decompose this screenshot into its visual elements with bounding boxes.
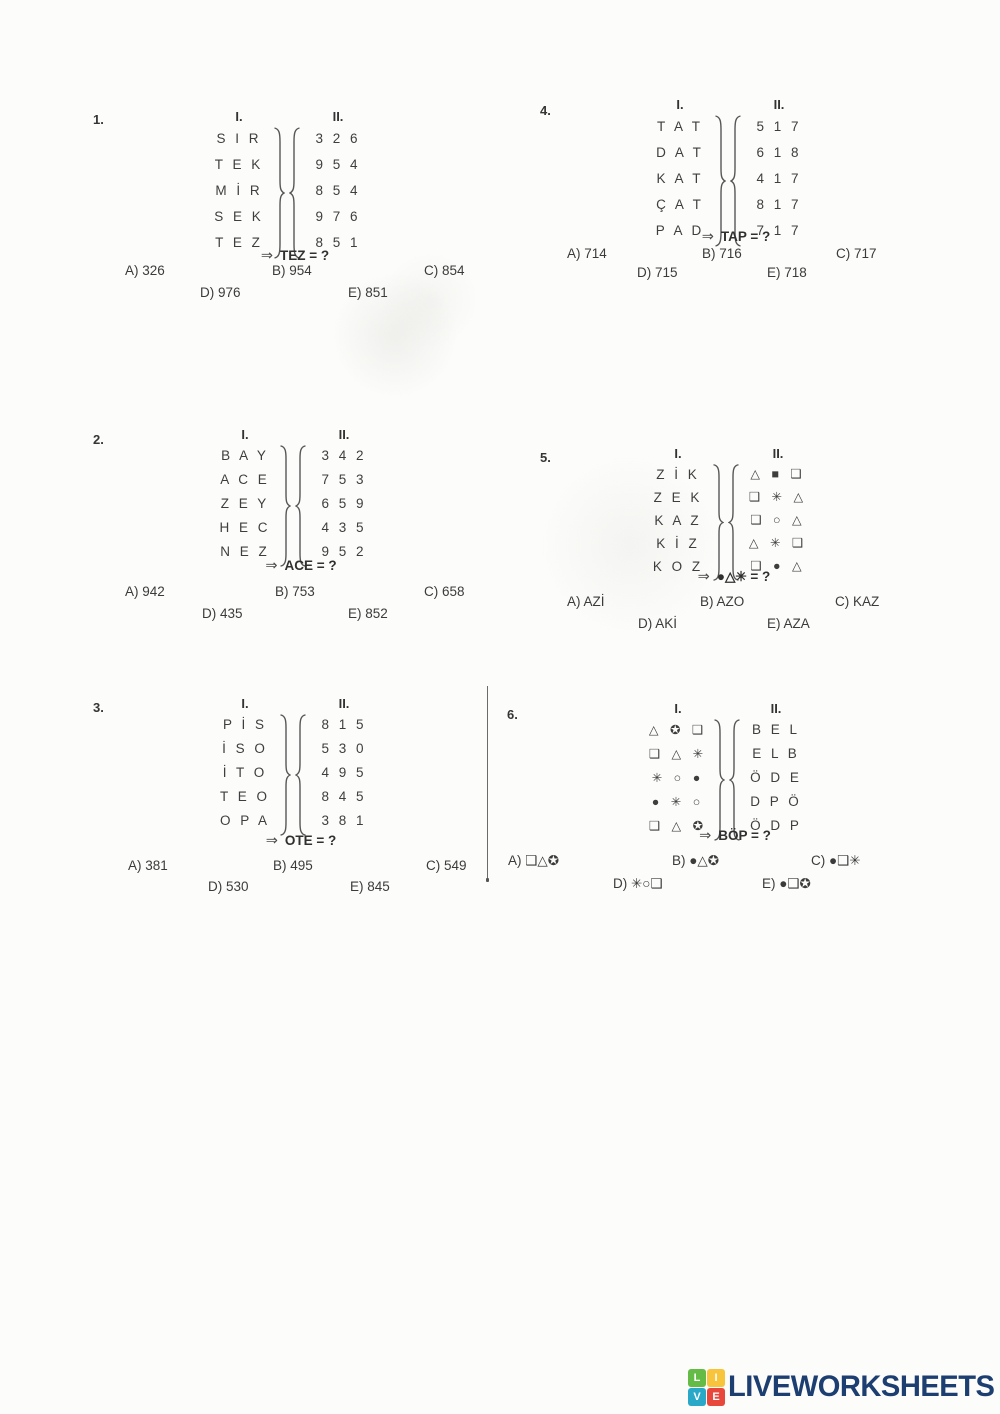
table-cell: İ T O: [222, 765, 268, 780]
question-line: [625, 828, 845, 844]
problem-3: [85, 695, 505, 905]
option-e[interactable]: E) 851: [348, 285, 388, 300]
option-b[interactable]: B) ●△✪: [672, 853, 720, 868]
table-cell: B E L: [751, 722, 801, 737]
column-header-2: II.: [772, 446, 784, 461]
table-cell: 9 5 4: [315, 157, 361, 172]
option-c[interactable]: C) 658: [424, 584, 465, 599]
table-cell: Z İ K: [656, 467, 700, 482]
question-text: TAP = ?: [720, 229, 771, 244]
logo-blocks-icon: [688, 1369, 725, 1406]
table-cell: 4 9 5: [321, 765, 367, 780]
table-cell: 8 5 4: [315, 183, 361, 198]
question-line: [626, 229, 846, 245]
problem-number: 6.: [507, 707, 518, 722]
logo-block-l: L: [688, 1369, 706, 1387]
question-line: [191, 833, 411, 849]
mapping-table: [645, 702, 809, 847]
table-cell: △ ✪ ❑: [648, 723, 708, 737]
double-arrow-icon: ⇒: [265, 833, 278, 849]
table-cell: T A T: [656, 119, 704, 134]
table-cell: 5 3 0: [321, 741, 367, 756]
problem-number: 5.: [540, 450, 551, 465]
option-a[interactable]: A) 714: [567, 246, 607, 261]
column-header-2: II.: [338, 696, 350, 711]
table-cell: ● ✳ ○: [651, 795, 705, 809]
double-arrow-icon: ⇒: [697, 569, 710, 585]
column-header-1: I.: [676, 97, 684, 112]
option-b[interactable]: B) AZO: [700, 594, 745, 609]
table-cell: K A T: [656, 171, 704, 186]
logo-block-v: V: [688, 1388, 706, 1406]
option-d[interactable]: D) 715: [637, 265, 678, 280]
mapping-table: [213, 428, 379, 573]
right-brace-icon: [714, 114, 726, 248]
column-header-1: I.: [241, 427, 249, 442]
table-cell: P A D: [655, 223, 705, 238]
table-cell: P İ S: [222, 717, 268, 732]
double-arrow-icon: ⇒: [701, 229, 714, 245]
table-cell: 4 3 5: [321, 520, 367, 535]
left-brace-icon: [730, 114, 742, 248]
table-cell: O P A: [219, 813, 271, 828]
option-d[interactable]: D) ✳○❑: [613, 876, 663, 891]
table-cell: ❑ △ ✪: [648, 819, 708, 833]
option-e[interactable]: E) 845: [350, 879, 390, 894]
question-text: OTE = ?: [284, 833, 337, 848]
table-cell: △ ■ ❑: [750, 467, 806, 481]
table-cell: Ç A T: [656, 197, 704, 212]
logo-wordmark: LIVEWORKSHEETS: [728, 1370, 995, 1403]
table-cell: 3 8 1: [321, 813, 367, 828]
table-cell: D A T: [656, 145, 704, 160]
table-cell: ❑ △ ✳: [648, 747, 708, 761]
question-text: BÖP = ?: [718, 828, 771, 843]
mapping-table: [207, 110, 373, 265]
table-cell: H E C: [219, 520, 271, 535]
option-e[interactable]: E) AZA: [767, 616, 810, 631]
table-cell: İ S O: [222, 741, 268, 756]
right-brace-icon: [712, 463, 724, 582]
option-d[interactable]: D) 530: [208, 879, 249, 894]
column-header-2: II.: [338, 427, 350, 442]
problem-number: 3.: [93, 700, 104, 715]
option-d[interactable]: D) AKİ: [638, 616, 678, 631]
table-cell: A C E: [220, 472, 270, 487]
right-brace-icon: [273, 126, 285, 260]
option-b[interactable]: B) 716: [702, 246, 742, 261]
table-cell: T E K: [214, 157, 264, 172]
option-c[interactable]: C) 854: [424, 263, 465, 278]
table-cell: 6 5 9: [321, 496, 367, 511]
table-cell: M İ R: [215, 183, 263, 198]
option-a[interactable]: A) AZİ: [567, 594, 605, 609]
column-header-2: II.: [770, 701, 782, 716]
option-b[interactable]: B) 495: [273, 858, 313, 873]
table-cell: ❑ ● △: [750, 559, 806, 573]
option-e[interactable]: E) 718: [767, 265, 807, 280]
left-brace-icon: [728, 463, 740, 582]
question-line: [185, 248, 405, 264]
column-divider: [487, 686, 488, 880]
table-cell: D P Ö: [750, 794, 802, 809]
right-brace-icon: [279, 444, 291, 568]
double-arrow-icon: ⇒: [699, 828, 712, 844]
option-d[interactable]: D) 435: [202, 606, 243, 621]
table-cell: S I R: [216, 131, 262, 146]
table-cell: T E Z: [215, 235, 263, 250]
problem-5: [528, 445, 948, 640]
table-cell: Ö D E: [750, 770, 802, 785]
table-cell: K İ Z: [656, 536, 700, 551]
option-a[interactable]: A) 942: [125, 584, 165, 599]
option-c[interactable]: C) 549: [426, 858, 467, 873]
column-header-1: I.: [241, 696, 249, 711]
column-header-2: II.: [332, 109, 344, 124]
option-c[interactable]: C) ●❑✳: [811, 853, 861, 868]
column-header-1: I.: [235, 109, 243, 124]
table-cell: 9 5 2: [321, 544, 367, 559]
left-brace-icon: [289, 126, 301, 260]
column-header-1: I.: [674, 701, 682, 716]
option-d[interactable]: D) 976: [200, 285, 241, 300]
option-a[interactable]: A) 381: [128, 858, 168, 873]
table-cell: N E Z: [220, 544, 270, 559]
double-arrow-icon: ⇒: [265, 558, 278, 574]
question-line: [191, 558, 411, 574]
table-cell: B A Y: [221, 448, 269, 463]
question-text: TEZ = ?: [280, 248, 330, 263]
table-cell: E L B: [752, 746, 800, 761]
mapping-table: [213, 697, 379, 842]
question-text: ●△✳ = ?: [716, 569, 771, 584]
table-cell: T E O: [219, 789, 270, 804]
option-b[interactable]: B) 753: [275, 584, 315, 599]
table-cell: 3 4 2: [321, 448, 367, 463]
left-brace-icon: [295, 444, 307, 568]
table-cell: Z E K: [653, 490, 703, 505]
table-cell: 6 1 8: [756, 145, 802, 160]
option-a[interactable]: A) ❑△✪: [508, 853, 560, 868]
left-brace-icon: [295, 713, 307, 837]
table-cell: ✳ ○ ●: [651, 771, 705, 785]
table-cell: 7 1 7: [756, 223, 802, 238]
table-cell: S E K: [214, 209, 264, 224]
table-cell: 8 4 5: [321, 789, 367, 804]
table-cell: 9 7 6: [315, 209, 361, 224]
table-cell: Z E Y: [220, 496, 270, 511]
right-brace-icon: [713, 718, 725, 842]
table-cell: K O Z: [652, 559, 704, 574]
option-c[interactable]: C) 717: [836, 246, 877, 261]
column-header-2: II.: [773, 97, 785, 112]
table-cell: 8 1 7: [756, 197, 802, 212]
table-cell: 4 1 7: [756, 171, 802, 186]
table-cell: 5 1 7: [756, 119, 802, 134]
table-cell: △ ✳ ❑: [748, 536, 808, 550]
table-cell: Ö D P: [750, 818, 802, 833]
logo-block-e: E: [707, 1388, 725, 1406]
problem-4: [528, 98, 948, 288]
liveworksheets-logo: [688, 1368, 1000, 1406]
question-line: [624, 569, 844, 585]
table-cell: ❑ ✳ △: [748, 490, 808, 504]
problem-number: 4.: [540, 103, 551, 118]
column-header-1: I.: [674, 446, 682, 461]
table-cell: 8 1 5: [321, 717, 367, 732]
table-cell: ❑ ○ △: [750, 513, 806, 527]
option-e[interactable]: E) ●❑✪: [762, 876, 811, 891]
option-a[interactable]: A) 326: [125, 263, 165, 278]
option-c[interactable]: C) KAZ: [835, 594, 880, 609]
table-cell: 8 5 1: [315, 235, 361, 250]
problem-number: 1.: [93, 112, 104, 127]
left-brace-icon: [729, 718, 741, 842]
table-cell: 7 5 3: [321, 472, 367, 487]
option-e[interactable]: E) 852: [348, 606, 388, 621]
problem-2: [85, 428, 505, 638]
table-cell: K A Z: [654, 513, 702, 528]
logo-block-i: I: [707, 1369, 725, 1387]
double-arrow-icon: ⇒: [260, 248, 273, 264]
problem-1: [85, 110, 505, 325]
mapping-table: [646, 447, 814, 587]
question-text: ACE = ?: [284, 558, 337, 573]
problem-number: 2.: [93, 432, 104, 447]
option-b[interactable]: B) 954: [272, 263, 312, 278]
problem-6: [495, 700, 955, 900]
right-brace-icon: [279, 713, 291, 837]
table-cell: 3 2 6: [315, 131, 361, 146]
